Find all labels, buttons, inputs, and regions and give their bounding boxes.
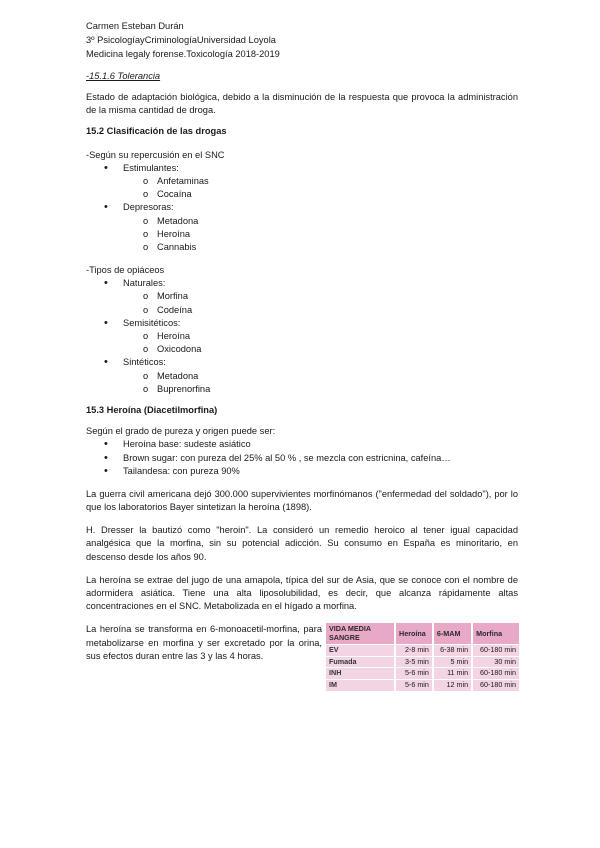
list-item: o Cocaína [123,188,518,201]
list-item: o Anfetaminas [123,175,518,188]
document-header [86,20,518,62]
table-cell: Fumada [326,656,395,668]
subject-line: Medicina legaly forense.Toxicología 2018-2019 [86,48,280,59]
list-item: o Metadona [123,215,518,228]
document-page [86,20,518,693]
table-cell: EV [326,644,395,656]
table-cell: 5 min [433,656,472,668]
table-cell: 60-180 min [472,679,519,690]
list-item: • Naturales: o Morfina o Codeína [86,277,518,317]
list-item: o Morfina [123,290,518,303]
table-header-row [326,623,519,644]
table-cell: 5-6 min [395,679,433,690]
table-cell: 30 min [472,656,519,668]
table-row [326,679,519,690]
paragraph-extraccion: La heroína se extrae del jugo de una amapola, típica del sur de Asia, que se conoce con el nombre de adormidera asiática. Tiene una alta liposolubilidad, es decir, que alcanza rápidamente altas concentraciones en el SNC. Metabolizada en el hígado a morfina. [86,574,518,612]
table-cell: 60-180 min [472,668,519,680]
half-life-table-image [326,623,519,690]
group1-title: -Según su repercusión en el SNC [86,149,225,160]
table-cell: 2-8 min [395,644,433,656]
paragraph-guerra: La guerra civil americana dejó 300.000 supervivientes morfinómanos ("enfermedad del soldado"), por lo que los laboratorios Bayer sintetizan la heroína (1898). [86,488,518,513]
table-header: Morfina [472,623,519,644]
course-line: 3º PsicologíayCriminologíaUniversidad Loyola [86,34,276,45]
list-item: o Heroína [123,228,518,241]
list-item: o Codeína [123,304,518,317]
list-item: o Cannabis [123,241,518,254]
table-cell: 60-180 min [472,644,519,656]
list-item: • Heroína base: sudeste asiático [86,438,518,451]
list-item: • Depresoras: o Metadona o Heroína o Cannabis [86,201,518,254]
heroina-intro: Según el grado de pureza y origen puede ser: [86,426,276,437]
table-cell: 11 min [433,668,472,680]
table-cell: 5-6 min [395,668,433,680]
paragraph-metabolismo: La heroína se transforma en 6-monoacetil-morfina, para metabolizarse en morfina y ser excretado por la orina, sus efectos duran entre las 3 y las 4 horas. [86,624,322,661]
list-item: • Estimulantes: o Anfetaminas o Cocaína [86,162,518,202]
paragraph-dresser: H. Dresser la bautizó como "heroin". La consideró un remedio heroico al tener igual capacidad analgésica que la morfina, sin su potencial adicción. Su consumo en España es minoritario, en descenso desde los años 90. [86,525,518,562]
list-item: • Semisitéticos: o Heroína o Oxicodona [86,317,518,357]
table-header: 6-MAM [433,623,472,644]
table-cell: INH [326,668,395,680]
group2-title: -Tipos de opiáceos [86,265,165,276]
heroina-types-list [86,438,518,478]
table-header: Heroína [395,623,433,644]
snc-list [86,162,518,254]
opiaceos-list [86,277,518,396]
table-cell: IM [326,679,395,690]
list-item: • Tailandesa: con pureza 90% [86,465,518,478]
list-item: o Buprenorfina [123,383,518,396]
table-row [326,644,519,656]
list-item: • Brown sugar: con pureza del 25% al 50 % , se mezcla con estricnina, cafeína… [86,452,518,465]
clasificacion-heading: 15.2 Clasificación de las drogas [86,126,227,137]
table-cell: 3-5 min [395,656,433,668]
table-cell: 6-38 min [433,644,472,656]
tolerancia-text: Estado de adaptación biológica, debido a la disminución de la respuesta que provoca la administración de la misma cantidad de droga. [86,92,518,116]
table-cell: 12 min [433,679,472,690]
tolerancia-heading: -15.1.6 Tolerancia [86,70,161,81]
list-item: o Heroína [123,330,518,343]
heroina-heading: 15.3 Heroína (Diacetilmorfina) [86,404,218,415]
table-row [326,656,519,668]
author-name: Carmen Esteban Durán [86,21,184,31]
list-item: o Oxicodona [123,343,518,356]
list-item: o Metadona [123,370,518,383]
list-item: • Sintéticos: o Metadona o Buprenorfina [86,356,518,396]
table-header: VIDA MEDIA SANGRE [326,623,395,644]
metabolism-section [86,623,518,693]
half-life-table [326,623,519,690]
table-row [326,668,519,680]
